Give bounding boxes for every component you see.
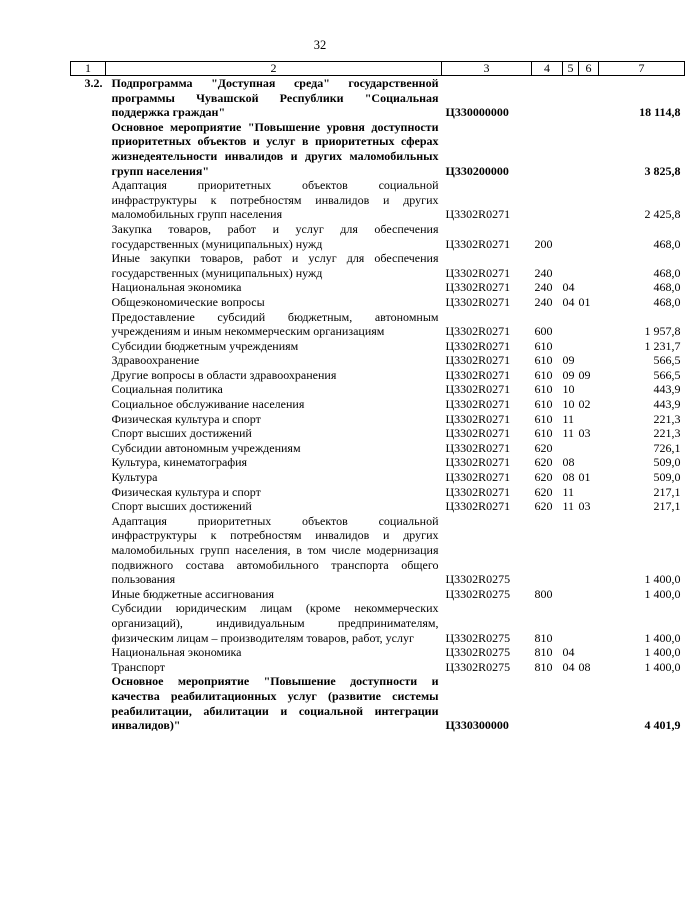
row-section: 08 (562, 455, 575, 470)
row-name: Основное мероприятие "Повышение уровня доступности приоритетных объектов и услуг в приоритетных сферах жизнедеятельности инвалидов и других маломобильных групп населения" (111, 119, 439, 178)
row-name: Здравоохранение (111, 353, 200, 368)
table-header (71, 62, 685, 76)
row-section (563, 178, 579, 222)
row-name: Спорт высших достижений (111, 499, 252, 514)
row-subsection: 02 (578, 397, 591, 412)
table-row (71, 587, 685, 602)
row-amount: 4 401,9 (644, 718, 681, 733)
row-amount: 2 425,8 (644, 207, 681, 222)
row-subsection: 08 (578, 659, 591, 674)
row-name: Общеэкономические вопросы (111, 294, 265, 309)
row-name: Адаптация приоритетных объектов социальной инфраструктуры к потребностям инвалидов и других маломобильных групп населения, в том числе модернизация подвижного состава автомобильного транспорта общего пользования (111, 513, 439, 587)
row-amount: 509,0 (653, 470, 681, 485)
table-row (71, 368, 685, 383)
row-target-code: Ц3302R0271 (445, 455, 511, 470)
row-name: Культура, кинематография (111, 455, 248, 470)
row-expense-type: 610 (534, 411, 553, 426)
header-col-7: 7 (599, 62, 685, 76)
row-name: Иные бюджетные ассигнования (111, 586, 274, 601)
row-target-code: Ц3302R0275 (445, 645, 511, 660)
row-number (71, 339, 106, 354)
row-section (563, 76, 579, 120)
row-expense-type: 810 (534, 659, 553, 674)
row-number (71, 280, 106, 295)
row-section: 09 (562, 353, 575, 368)
row-section: 10 (562, 382, 575, 397)
row-expense-type: 240 (534, 280, 553, 295)
row-number (71, 645, 106, 660)
row-target-code: Ц3302R0271 (445, 294, 511, 309)
table-row (71, 353, 685, 368)
row-section (563, 339, 579, 354)
row-section (563, 514, 579, 587)
table-row (71, 397, 685, 412)
row-subsection (579, 310, 599, 339)
table-row (71, 339, 685, 354)
row-number (71, 222, 106, 251)
table-row (71, 441, 685, 456)
row-section (563, 601, 579, 645)
row-target-code: Ц3302R0271 (445, 470, 511, 485)
row-name: Социальная политика (111, 382, 223, 397)
table-row (71, 76, 685, 120)
row-expense-type: 800 (534, 586, 553, 601)
table-row (71, 120, 685, 178)
row-target-code: Ц3302R0275 (445, 630, 511, 645)
row-number (71, 470, 106, 485)
row-subsection (579, 339, 599, 354)
row-target-code: Ц3302R0271 (445, 207, 511, 222)
row-subsection (579, 120, 599, 178)
row-subsection: 01 (578, 294, 591, 309)
row-amount: 1 957,8 (644, 324, 681, 339)
row-number (71, 120, 106, 178)
row-expense-type: 610 (534, 367, 553, 382)
row-amount: 217,1 (653, 499, 681, 514)
row-expense-type: 810 (534, 645, 553, 660)
row-name: Спорт высших достижений (111, 426, 252, 441)
row-subsection (579, 645, 599, 660)
row-expense-type (532, 76, 563, 120)
row-subsection (579, 178, 599, 222)
row-expense-type: 620 (534, 440, 553, 455)
row-amount: 217,1 (653, 484, 681, 499)
row-section (563, 587, 579, 602)
table-row (71, 499, 685, 514)
row-subsection: 03 (578, 426, 591, 441)
row-subsection (579, 674, 599, 732)
row-subsection (579, 280, 599, 295)
row-target-code: Ц3302R0271 (445, 484, 511, 499)
row-section (563, 222, 579, 251)
table-row (71, 412, 685, 427)
row-name: Основное мероприятие "Повышение доступности и качества реабилитационных услуг (развитие системы реабилитации, абилитации и социальной интеграции инвалидов)" (111, 674, 439, 733)
row-expense-type (532, 178, 563, 222)
row-amount: 1 400,0 (644, 630, 681, 645)
row-target-code: Ц330000000 (445, 105, 509, 120)
row-number (71, 412, 106, 427)
row-target-code: Ц3302R0271 (445, 440, 511, 455)
row-subsection (579, 353, 599, 368)
table-row (71, 470, 685, 485)
row-subsection (579, 412, 599, 427)
row-name: Адаптация приоритетных объектов социальной инфраструктуры к потребностям инвалидов и других маломобильных групп населения (111, 178, 439, 222)
row-number (71, 601, 106, 645)
row-amount: 3 825,8 (644, 163, 681, 178)
row-name: Физическая культура и спорт (111, 484, 261, 499)
row-amount: 1 400,0 (644, 659, 681, 674)
row-target-code: Ц3302R0271 (445, 324, 511, 339)
row-number (71, 368, 106, 383)
row-expense-type (532, 514, 563, 587)
row-subsection: 09 (578, 367, 591, 382)
header-col-3: 3 (442, 62, 532, 76)
row-subsection (579, 382, 599, 397)
row-amount: 1 400,0 (644, 645, 681, 660)
row-number (71, 485, 106, 500)
row-section (563, 120, 579, 178)
row-expense-type: 620 (534, 470, 553, 485)
row-target-code: Ц3302R0275 (445, 586, 511, 601)
header-col-4: 4 (532, 62, 563, 76)
row-expense-type: 200 (534, 236, 553, 251)
row-target-code: Ц3302R0271 (445, 382, 511, 397)
row-amount: 1 231,7 (644, 338, 681, 353)
table-row (71, 222, 685, 251)
row-target-code: Ц3302R0271 (445, 353, 511, 368)
row-section: 11 (562, 426, 575, 441)
row-number (71, 587, 106, 602)
header-row (71, 62, 685, 76)
row-expense-type (532, 674, 563, 732)
table-row (71, 295, 685, 310)
row-amount: 443,9 (653, 397, 681, 412)
row-expense-type: 240 (534, 294, 553, 309)
row-section: 08 (562, 470, 575, 485)
row-section (563, 251, 579, 280)
table-row (71, 280, 685, 295)
header-col-2: 2 (106, 62, 442, 76)
row-subsection: 03 (578, 499, 591, 514)
row-name: Национальная экономика (111, 645, 242, 660)
row-number (71, 397, 106, 412)
row-expense-type: 610 (534, 426, 553, 441)
row-target-code: Ц3302R0271 (445, 280, 511, 295)
row-amount: 18 114,8 (639, 105, 681, 120)
row-target-code: Ц3302R0271 (445, 397, 511, 412)
row-target-code: Ц3302R0271 (445, 265, 511, 280)
row-amount: 468,0 (653, 280, 681, 295)
row-section: 11 (562, 484, 575, 499)
row-number (71, 382, 106, 397)
row-expense-type: 240 (534, 265, 553, 280)
row-expense-type: 610 (534, 338, 553, 353)
row-number (71, 499, 106, 514)
table-row (71, 382, 685, 397)
row-expense-type: 620 (534, 499, 553, 514)
row-amount: 221,3 (653, 426, 681, 441)
row-number (71, 660, 106, 675)
row-number (71, 353, 106, 368)
row-subsection (579, 601, 599, 645)
row-name: Закупка товаров, работ и услуг для обеспечения государственных (муниципальных) нужд (111, 221, 439, 251)
row-section: 09 (562, 367, 575, 382)
row-number (71, 426, 106, 441)
row-section: 10 (562, 397, 575, 412)
row-subsection: 01 (578, 470, 591, 485)
row-expense-type: 620 (534, 484, 553, 499)
row-number (71, 674, 106, 732)
row-number (71, 514, 106, 587)
row-target-code: Ц330300000 (445, 718, 509, 733)
row-amount: 509,0 (653, 455, 681, 470)
row-subsection (579, 587, 599, 602)
row-subsection (579, 222, 599, 251)
row-section: 04 (562, 280, 575, 295)
row-expense-type: 620 (534, 455, 553, 470)
table-row (71, 660, 685, 675)
row-target-code: Ц3302R0271 (445, 338, 511, 353)
row-amount: 726,1 (653, 440, 681, 455)
row-amount: 566,5 (653, 353, 681, 368)
row-name: Предоставление субсидий бюджетным, автономным учреждениям и иным некоммерческим организациям (111, 309, 439, 339)
page-number: 32 (313, 38, 327, 52)
table-row (71, 310, 685, 339)
row-target-code: Ц3302R0271 (445, 426, 511, 441)
row-name: Социальное обслуживание населения (111, 397, 305, 412)
row-name: Физическая культура и спорт (111, 411, 261, 426)
table-row (71, 645, 685, 660)
row-name: Иные закупки товаров, работ и услуг для обеспечения государственных (муниципальных) нужд (111, 251, 439, 280)
table-body (71, 76, 685, 733)
row-section: 11 (562, 411, 575, 426)
row-number (71, 178, 106, 222)
row-number (71, 441, 106, 456)
row-target-code: Ц3302R0271 (445, 367, 511, 382)
table-row (71, 426, 685, 441)
row-expense-type: 610 (534, 382, 553, 397)
table-row (71, 455, 685, 470)
row-amount: 566,5 (653, 367, 681, 382)
row-target-code: Ц3302R0275 (445, 659, 511, 674)
row-section (563, 674, 579, 732)
row-section (563, 310, 579, 339)
row-name: Культура (111, 470, 158, 485)
row-name: Субсидии бюджетным учреждениям (111, 338, 299, 353)
row-section: 04 (562, 659, 575, 674)
row-section: 04 (562, 645, 575, 660)
row-number (71, 455, 106, 470)
table-row (71, 601, 685, 645)
row-subsection (579, 485, 599, 500)
row-target-code: Ц3302R0275 (445, 572, 511, 587)
row-amount: 443,9 (653, 382, 681, 397)
row-name: Подпрограмма "Доступная среда" государственной программы Чувашской Республики "Социальная поддержка граждан" (111, 76, 439, 120)
budget-table (70, 61, 685, 733)
header-col-5: 5 (563, 62, 579, 76)
row-subsection (579, 514, 599, 587)
row-section: 11 (562, 499, 575, 514)
row-amount: 221,3 (653, 411, 681, 426)
row-name: Национальная экономика (111, 280, 242, 295)
row-expense-type (532, 120, 563, 178)
row-section: 04 (562, 294, 575, 309)
row-target-code: Ц3302R0271 (445, 411, 511, 426)
row-name: Транспорт (111, 659, 165, 674)
row-amount: 1 400,0 (644, 586, 681, 601)
row-amount: 1 400,0 (644, 572, 681, 587)
table-row (71, 514, 685, 587)
row-subsection (579, 251, 599, 280)
row-expense-type: 610 (534, 397, 553, 412)
row-number (71, 251, 106, 280)
table-row (71, 251, 685, 280)
row-section (563, 441, 579, 456)
row-subsection (579, 455, 599, 470)
row-subsection (579, 441, 599, 456)
row-name: Субсидии юридическим лицам (кроме некоммерческих организаций), индивидуальным предпринимателям, физическим лицам – производителям товаров, работ, услуг (111, 601, 439, 645)
row-number: 3.2. (84, 76, 103, 90)
row-amount: 468,0 (653, 294, 681, 309)
row-target-code: Ц3302R0271 (445, 236, 511, 251)
row-number (71, 310, 106, 339)
row-expense-type: 810 (534, 630, 553, 645)
row-name: Субсидии автономным учреждениям (111, 440, 301, 455)
table-row (71, 485, 685, 500)
row-expense-type: 610 (534, 353, 553, 368)
header-col-1: 1 (71, 62, 106, 76)
row-target-code: Ц330200000 (445, 163, 509, 178)
row-expense-type: 600 (534, 324, 553, 339)
header-col-6: 6 (579, 62, 599, 76)
row-number (71, 295, 106, 310)
row-amount: 468,0 (653, 236, 681, 251)
table-row (71, 674, 685, 732)
row-amount: 468,0 (653, 265, 681, 280)
row-subsection (579, 76, 599, 120)
table-row (71, 178, 685, 222)
row-target-code: Ц3302R0271 (445, 499, 511, 514)
row-name: Другие вопросы в области здравоохранения (111, 367, 337, 382)
